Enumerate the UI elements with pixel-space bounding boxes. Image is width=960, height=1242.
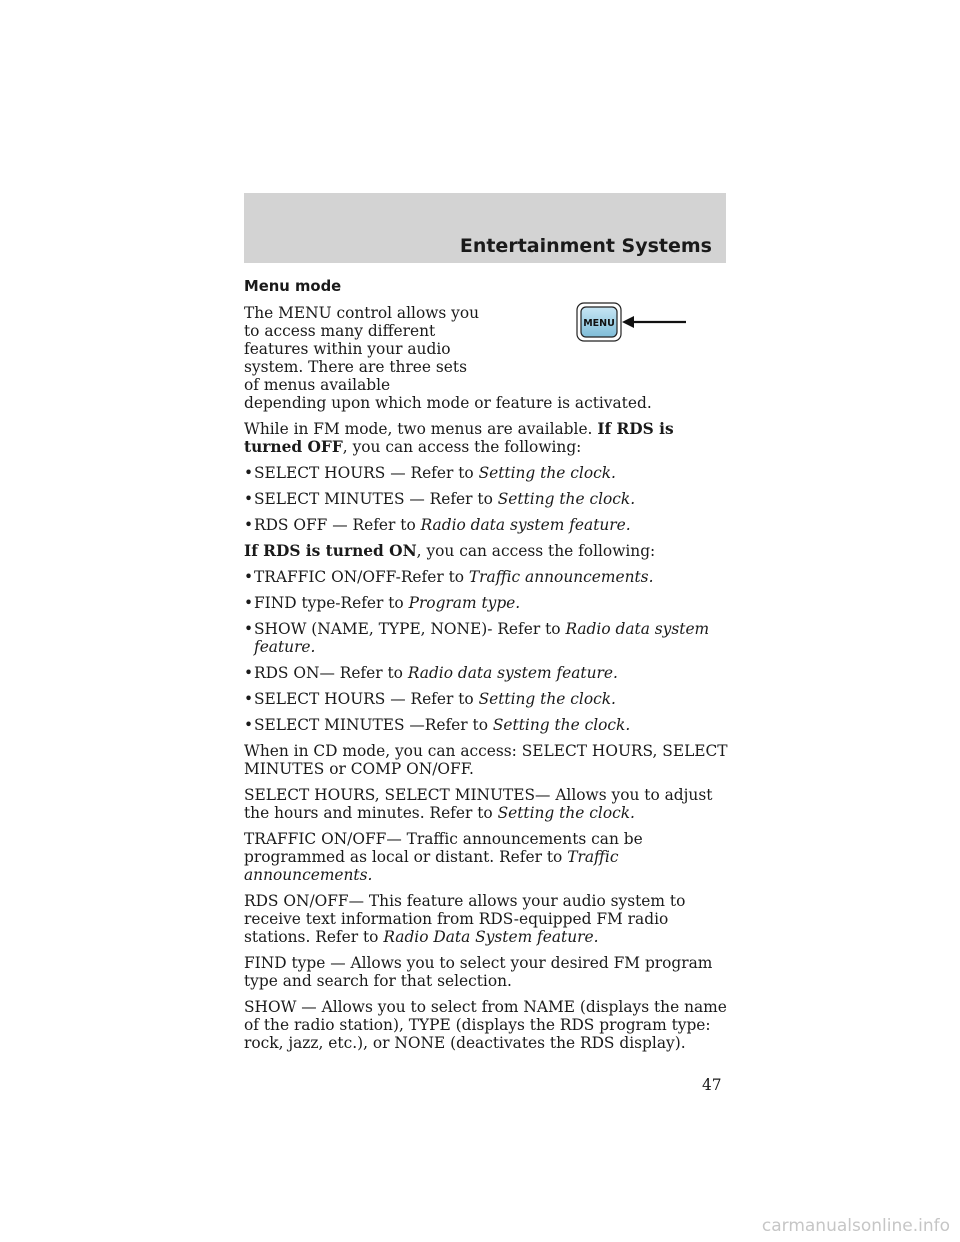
list-item: • SELECT HOURS — Refer to Setting the clock. <box>244 690 616 708</box>
fm-paragraph <box>244 420 728 456</box>
list-item-ref: Radio data system feature. <box>420 516 631 534</box>
traffic-ref: Traffic announcements. <box>244 848 619 884</box>
rds-text: RDS ON/OFF— This feature allows your audio system to receive text information from RDS-equipped FM radio stations. Refer to <box>244 892 686 946</box>
watermark-logo: carmanualsonline.info <box>761 1216 950 1236</box>
list-item-ref: Setting the clock. <box>478 464 616 482</box>
fm-paragraph-text: While in FM mode, two menus are available. <box>244 420 598 438</box>
intro-paragraph-cont: depending upon which mode or feature is activated. <box>244 394 652 412</box>
list-item-text: SELECT MINUTES —Refer to <box>254 716 493 734</box>
content <box>244 278 728 1060</box>
list-item: • RDS OFF — Refer to Radio data system feature. <box>244 516 631 534</box>
list-item-text: SELECT HOURS — Refer to <box>254 690 479 708</box>
page-number: 47 <box>702 1076 722 1094</box>
list-item: • SELECT HOURS — Refer to Setting the clock. <box>244 464 616 482</box>
rds-on-bold: If RDS is turned ON <box>244 542 417 560</box>
select-hours-ref: Setting the clock. <box>497 804 635 822</box>
list-item: • FIND type-Refer to Program type. <box>244 594 521 612</box>
rds-off-list <box>244 464 728 534</box>
list-item-ref: Radio data system feature. <box>407 664 618 682</box>
list-item-text: SELECT HOURS — Refer to <box>254 464 479 482</box>
list-item-text: SELECT MINUTES — Refer to <box>254 490 498 508</box>
rds-on-rest: , you can access the following: <box>416 542 656 560</box>
show-paragraph: SHOW — Allows you to select from NAME (displays the name of the radio station), TYPE (displays the RDS program type: rock, jazz, etc.), or NONE (deactivates the RDS display). <box>244 998 727 1052</box>
rds-on-paragraph <box>244 542 728 560</box>
list-item-ref: Setting the clock. <box>478 690 616 708</box>
list-item-ref: Traffic announcements. <box>468 568 654 586</box>
rds-ref: Radio Data System feature. <box>383 928 599 946</box>
list-item-ref: Setting the clock. <box>492 716 631 734</box>
list-item-text: FIND type-Refer to <box>254 594 409 612</box>
list-item: • SELECT MINUTES —Refer to Setting the clock. <box>244 716 631 734</box>
list-item: • TRAFFIC ON/OFF-Refer to Traffic announcements. <box>244 568 654 586</box>
rds-on-list <box>244 568 728 734</box>
traffic-text: TRAFFIC ON/OFF— Traffic announcements can be programmed as local or distant. Refer to <box>244 830 643 866</box>
list-item-text: RDS OFF — Refer to <box>254 516 421 534</box>
cd-mode-paragraph: When in CD mode, you can access: SELECT HOURS, SELECT MINUTES or COMP ON/OFF. <box>244 742 728 778</box>
header-band <box>244 193 726 263</box>
list-item-text: RDS ON— Refer to <box>254 664 408 682</box>
select-hours-paragraph <box>244 786 728 822</box>
list-item-text: SHOW (NAME, TYPE, NONE)- Refer to <box>254 620 566 638</box>
list-item-ref: Radio data system feature. <box>254 620 710 656</box>
list-item-ref: Setting the clock. <box>497 490 636 508</box>
page-title: Entertainment Systems <box>459 235 712 257</box>
rds-off-bold: If RDS is turned OFF <box>244 420 674 456</box>
list-item-ref: Program type. <box>408 594 521 612</box>
intro-paragraph: The MENU control allows you to access many different features within your audio system. There are three sets of menus available <box>244 304 480 394</box>
fm-paragraph-rest: , you can access the following: <box>342 438 582 456</box>
traffic-paragraph <box>244 830 728 884</box>
menu-button-label: MENU <box>583 318 615 329</box>
list-item: • RDS ON— Refer to Radio data system feature. <box>244 664 618 682</box>
list-item-text: TRAFFIC ON/OFF-Refer to <box>254 568 469 586</box>
list-item: • SELECT MINUTES — Refer to Setting the clock. <box>244 490 636 508</box>
section-heading: Menu mode <box>244 278 342 295</box>
rds-paragraph <box>244 892 728 946</box>
select-hours-text: SELECT HOURS, SELECT MINUTES— Allows you to adjust the hours and minutes. Refer to <box>244 786 713 822</box>
find-type-paragraph: FIND type — Allows you to select your desired FM program type and search for that selection. <box>244 954 713 990</box>
list-item: • SHOW (NAME, TYPE, NONE)- Refer to Radio data system feature. <box>244 620 710 656</box>
